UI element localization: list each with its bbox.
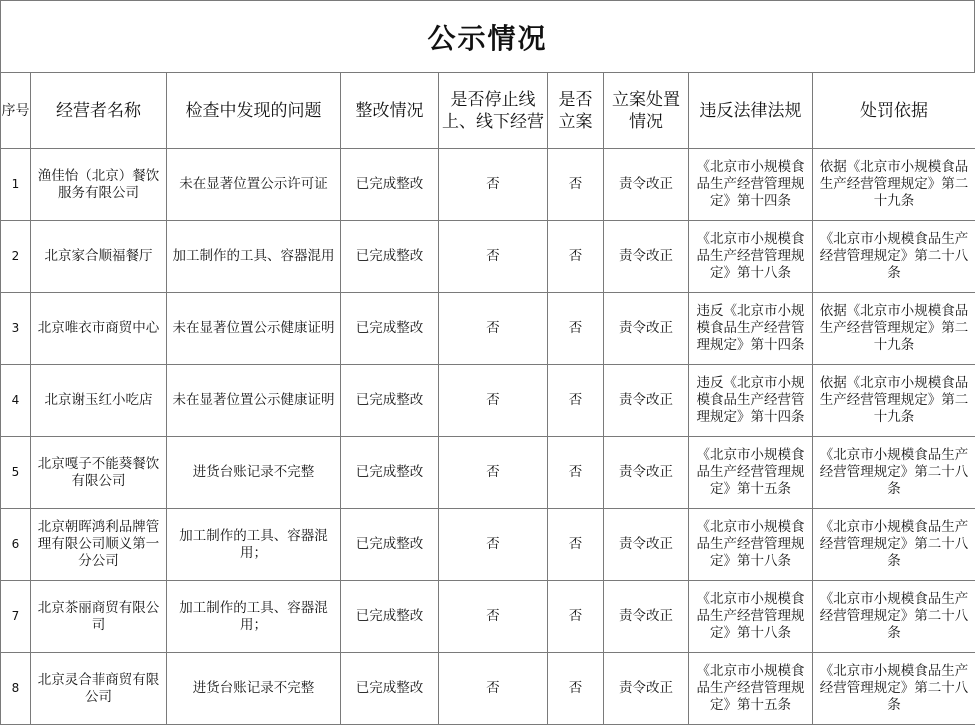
cell-index: 5 (1, 437, 31, 509)
cell-handling: 责令改正 (604, 365, 689, 437)
cell-rectification: 已完成整改 (341, 221, 439, 293)
cell-filed: 否 (548, 365, 604, 437)
cell-operator: 北京灵合菲商贸有限公司 (31, 653, 167, 725)
cell-handling: 责令改正 (604, 293, 689, 365)
cell-filed: 否 (548, 149, 604, 221)
cell-basis: 依据《北京市小规模食品生产经营管理规定》第二十九条 (813, 365, 975, 437)
table-row (1, 653, 975, 725)
cell-issue: 加工制作的工具、容器混用 (167, 221, 341, 293)
cell-operator: 北京唯衣市商贸中心 (31, 293, 167, 365)
cell-index: 1 (1, 149, 31, 221)
cell-filed: 否 (548, 293, 604, 365)
cell-stop-online: 否 (439, 437, 548, 509)
cell-handling: 责令改正 (604, 149, 689, 221)
cell-basis: 《北京市小规模食品生产经营管理规定》第二十八条 (813, 581, 975, 653)
cell-rectification: 已完成整改 (341, 149, 439, 221)
cell-index: 2 (1, 221, 31, 293)
page-title: 公示情况 (427, 17, 547, 57)
cell-stop-online: 否 (439, 365, 548, 437)
table-row (1, 437, 975, 509)
header-stop-online: 是否停止线上、线下经营 (439, 73, 548, 149)
cell-rectification: 已完成整改 (341, 293, 439, 365)
header-handling: 立案处置情况 (604, 73, 689, 149)
cell-stop-online: 否 (439, 509, 548, 581)
cell-law: 《北京市小规模食品生产经营管理规定》第十八条 (689, 581, 813, 653)
cell-handling: 责令改正 (604, 221, 689, 293)
cell-operator: 北京家合顺福餐厅 (31, 221, 167, 293)
cell-issue: 进货台账记录不完整 (167, 653, 341, 725)
table-row (1, 293, 975, 365)
cell-law: 违反《北京市小规模食品生产经营管理规定》第十四条 (689, 365, 813, 437)
cell-basis: 《北京市小规模食品生产经营管理规定》第二十八条 (813, 437, 975, 509)
cell-handling: 责令改正 (604, 581, 689, 653)
cell-index: 4 (1, 365, 31, 437)
cell-stop-online: 否 (439, 581, 548, 653)
cell-index: 7 (1, 581, 31, 653)
cell-basis: 《北京市小规模食品生产经营管理规定》第二十八条 (813, 653, 975, 725)
cell-issue: 未在显著位置公示健康证明 (167, 365, 341, 437)
header-row (1, 73, 975, 149)
cell-issue: 加工制作的工具、容器混用； (167, 509, 341, 581)
cell-operator: 北京谢玉红小吃店 (31, 365, 167, 437)
cell-filed: 否 (548, 221, 604, 293)
cell-rectification: 已完成整改 (341, 365, 439, 437)
title-row (0, 0, 975, 73)
header-rectification: 整改情况 (341, 73, 439, 149)
cell-operator: 渔佳怡（北京）餐饮服务有限公司 (31, 149, 167, 221)
cell-issue: 进货台账记录不完整 (167, 437, 341, 509)
cell-rectification: 已完成整改 (341, 581, 439, 653)
cell-rectification: 已完成整改 (341, 509, 439, 581)
cell-handling: 责令改正 (604, 437, 689, 509)
cell-basis: 依据《北京市小规模食品生产经营管理规定》第二十九条 (813, 149, 975, 221)
cell-issue: 加工制作的工具、容器混用； (167, 581, 341, 653)
cell-filed: 否 (548, 653, 604, 725)
header-operator: 经营者名称 (31, 73, 167, 149)
cell-law: 《北京市小规模食品生产经营管理规定》第十八条 (689, 509, 813, 581)
cell-index: 8 (1, 653, 31, 725)
cell-issue: 未在显著位置公示许可证 (167, 149, 341, 221)
cell-stop-online: 否 (439, 221, 548, 293)
cell-filed: 否 (548, 437, 604, 509)
cell-rectification: 已完成整改 (341, 653, 439, 725)
cell-handling: 责令改正 (604, 653, 689, 725)
disclosure-table (0, 72, 975, 725)
cell-stop-online: 否 (439, 293, 548, 365)
cell-law: 《北京市小规模食品生产经营管理规定》第十四条 (689, 149, 813, 221)
cell-stop-online: 否 (439, 653, 548, 725)
cell-filed: 否 (548, 509, 604, 581)
cell-filed: 否 (548, 581, 604, 653)
table-row (1, 221, 975, 293)
cell-operator: 北京茶丽商贸有限公司 (31, 581, 167, 653)
cell-operator: 北京嘎子不能葵餐饮有限公司 (31, 437, 167, 509)
cell-basis: 《北京市小规模食品生产经营管理规定》第二十八条 (813, 221, 975, 293)
cell-law: 《北京市小规模食品生产经营管理规定》第十五条 (689, 653, 813, 725)
cell-stop-online: 否 (439, 149, 548, 221)
header-law: 违反法律法规 (689, 73, 813, 149)
cell-law: 《北京市小规模食品生产经营管理规定》第十八条 (689, 221, 813, 293)
cell-law: 《北京市小规模食品生产经营管理规定》第十五条 (689, 437, 813, 509)
cell-issue: 未在显著位置公示健康证明 (167, 293, 341, 365)
cell-basis: 《北京市小规模食品生产经营管理规定》第二十八条 (813, 509, 975, 581)
table-row (1, 581, 975, 653)
cell-basis: 依据《北京市小规模食品生产经营管理规定》第二十九条 (813, 293, 975, 365)
cell-index: 3 (1, 293, 31, 365)
header-issue: 检查中发现的问题 (167, 73, 341, 149)
table-row (1, 149, 975, 221)
table-row (1, 509, 975, 581)
header-basis: 处罚依据 (813, 73, 975, 149)
header-index: 序号 (1, 73, 31, 149)
cell-index: 6 (1, 509, 31, 581)
header-filed: 是否立案 (548, 73, 604, 149)
cell-handling: 责令改正 (604, 509, 689, 581)
cell-rectification: 已完成整改 (341, 437, 439, 509)
cell-law: 违反《北京市小规模食品生产经营管理规定》第十四条 (689, 293, 813, 365)
cell-operator: 北京朝晖鸿利品牌管理有限公司顺义第一分公司 (31, 509, 167, 581)
table-row (1, 365, 975, 437)
